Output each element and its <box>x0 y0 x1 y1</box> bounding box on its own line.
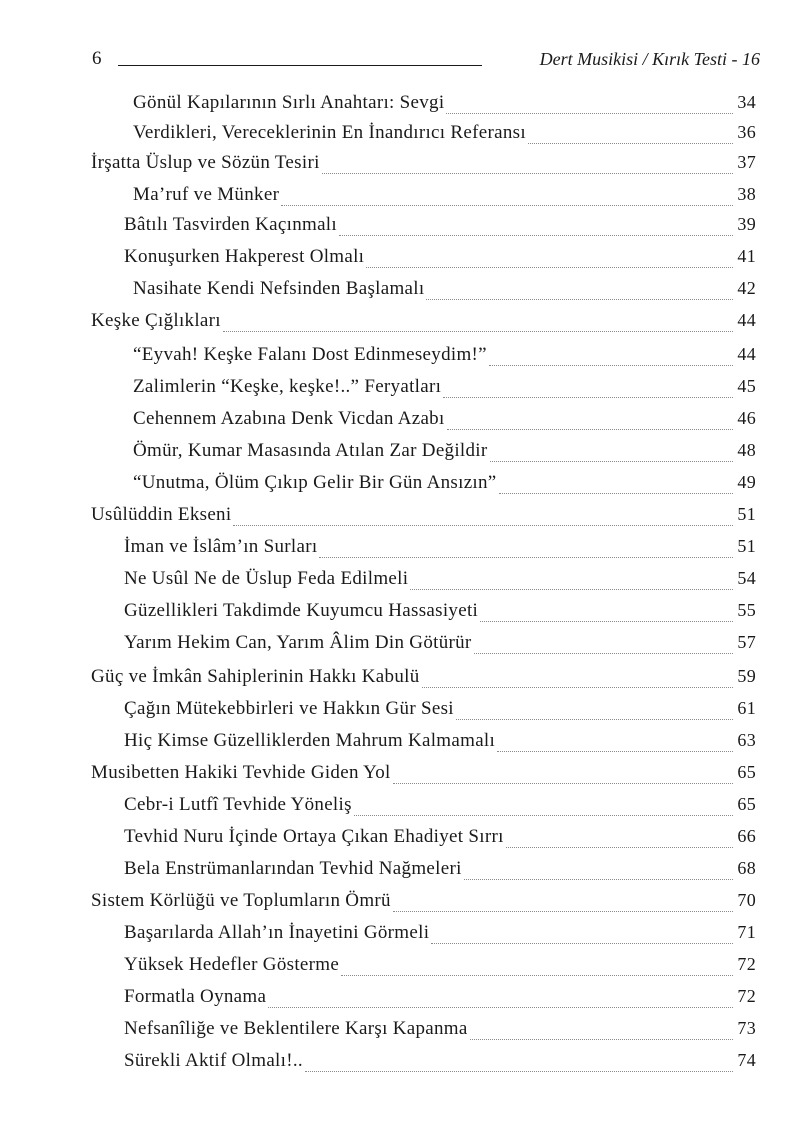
toc-entry <box>91 666 756 694</box>
toc-entry-page: 72 <box>737 954 756 974</box>
dot-leader <box>341 975 733 976</box>
toc-entry-page: 73 <box>737 1018 756 1038</box>
toc-entry-page: 45 <box>737 376 756 396</box>
toc-entry-title: “Unutma, Ölüm Çıkıp Gelir Bir Gün Ansızın” <box>133 472 497 493</box>
toc-entry-page: 39 <box>737 214 756 234</box>
dot-leader <box>393 911 733 912</box>
toc-entry <box>124 1018 756 1046</box>
running-title: Dert Musikisi / Kırık Testi - 16 <box>539 49 760 69</box>
toc-entry-page: 66 <box>737 826 756 846</box>
toc-entry-title: Ömür, Kumar Masasında Atılan Zar Değildir <box>133 440 488 461</box>
page-number: 6 <box>92 48 102 69</box>
dot-leader <box>426 299 733 300</box>
dot-leader <box>474 653 733 654</box>
toc-entry-page: 34 <box>737 92 756 112</box>
toc-entry-title: Nefsanîliğe ve Beklentilere Karşı Kapanma <box>124 1018 468 1039</box>
toc-entry-page: 71 <box>737 922 756 942</box>
toc-entry-title: Bela Enstrümanlarından Tevhid Nağmeleri <box>124 858 462 879</box>
dot-leader <box>393 783 733 784</box>
toc-entry-page: 41 <box>737 246 756 266</box>
toc-entry-page: 74 <box>737 1050 756 1070</box>
dot-leader <box>305 1071 733 1072</box>
toc-entry-title: Konuşurken Hakperest Olmalı <box>124 246 365 267</box>
toc-entry <box>124 794 756 822</box>
toc-entry-title: Musibetten Hakiki Tevhide Giden Yol <box>91 762 391 783</box>
toc-entry <box>124 1050 756 1078</box>
toc-entry-page: 65 <box>737 762 756 782</box>
toc-entry <box>133 440 756 468</box>
toc-entry-title: Yüksek Hedefler Gösterme <box>124 954 340 975</box>
toc-entry-title: Cebr-i Lutfî Tevhide Yöneliş <box>124 794 352 815</box>
toc-entry-title: Çağın Mütekebbirleri ve Hakkın Gür Sesi <box>124 698 454 719</box>
toc-entry-page: 55 <box>737 600 756 620</box>
dot-leader <box>497 751 733 752</box>
toc-entry <box>91 504 756 532</box>
toc-entry-title: Gönül Kapılarının Sırlı Anahtarı: Sevgi <box>133 92 445 113</box>
dot-leader <box>281 205 733 206</box>
toc-entry <box>133 278 756 306</box>
toc-entry <box>133 344 756 372</box>
toc-entry-page: 68 <box>737 858 756 878</box>
toc-entry <box>124 600 756 628</box>
dot-leader <box>506 847 733 848</box>
dot-leader <box>233 525 733 526</box>
toc-entry <box>91 762 756 790</box>
dot-leader <box>489 365 733 366</box>
toc-entry-title: Bâtılı Tasvirden Kaçınmalı <box>124 214 337 235</box>
toc-entry-title: İrşatta Üslup ve Sözün Tesiri <box>91 152 320 173</box>
dot-leader <box>319 557 733 558</box>
toc-entry-title: Yarım Hekim Can, Yarım Âlim Din Götürür <box>124 632 472 653</box>
toc-entry-title: Hiç Kimse Güzelliklerden Mahrum Kalmamalı <box>124 730 496 751</box>
toc-entry-page: 65 <box>737 794 756 814</box>
toc-entry <box>124 632 756 660</box>
toc-entry-page: 54 <box>737 568 756 588</box>
dot-leader <box>446 113 733 114</box>
toc-entry-title: Ne Usûl Ne de Üslup Feda Edilmeli <box>124 568 409 589</box>
dot-leader <box>366 267 733 268</box>
toc-entry-page: 63 <box>737 730 756 750</box>
toc-entry-page: 57 <box>737 632 756 652</box>
toc-entry-title: Başarılarda Allah’ın İnayetini Görmeli <box>124 922 430 943</box>
toc-entry <box>133 92 756 120</box>
dot-leader <box>268 1007 733 1008</box>
toc-entry-title: Güç ve İmkân Sahiplerinin Hakkı Kabulü <box>91 666 420 687</box>
dot-leader <box>410 589 733 590</box>
dot-leader <box>443 397 733 398</box>
toc-entry <box>124 536 756 564</box>
toc-entry-page: 48 <box>737 440 756 460</box>
toc-entry-page: 37 <box>737 152 756 172</box>
dot-leader <box>480 621 733 622</box>
toc-entry-title: “Eyvah! Keşke Falanı Dost Edinmeseydim!” <box>133 344 487 365</box>
toc-entry-page: 46 <box>737 408 756 428</box>
toc-entry-page: 51 <box>737 536 756 556</box>
toc-entry-title: Formatla Oynama <box>124 986 267 1007</box>
page-header <box>92 44 760 74</box>
toc-entry-page: 38 <box>737 184 756 204</box>
dot-leader <box>464 879 733 880</box>
toc-entry-page: 59 <box>737 666 756 686</box>
toc-entry <box>124 986 756 1014</box>
dot-leader <box>322 173 733 174</box>
toc-entry-title: Usûlüddin Ekseni <box>91 504 232 525</box>
toc-entry-page: 51 <box>737 504 756 524</box>
dot-leader <box>470 1039 733 1040</box>
toc-entry-page: 42 <box>737 278 756 298</box>
toc-entry-title: Tevhid Nuru İçinde Ortaya Çıkan Ehadiyet Sırrı <box>124 826 504 847</box>
dot-leader <box>339 235 733 236</box>
toc-entry-page: 49 <box>737 472 756 492</box>
toc-entry-title: Verdikleri, Vereceklerinin En İnandırıcı Referansı <box>133 122 526 143</box>
toc-entry-title: Keşke Çığlıkları <box>91 310 221 331</box>
toc-entry-page: 36 <box>737 122 756 142</box>
toc-entry-page: 44 <box>737 310 756 330</box>
toc-entry <box>124 246 756 274</box>
header-rule <box>118 65 482 66</box>
toc-entry-title: Ma’ruf ve Münker <box>133 184 280 205</box>
toc-entry-title: Zalimlerin “Keşke, keşke!..” Feryatları <box>133 376 442 397</box>
dot-leader <box>223 331 733 332</box>
dot-leader <box>431 943 733 944</box>
toc-entry <box>124 954 756 982</box>
toc-entry-title: Sistem Körlüğü ve Toplumların Ömrü <box>91 890 391 911</box>
toc-entry-page: 44 <box>737 344 756 364</box>
dot-leader <box>490 461 733 462</box>
toc-entry-page: 61 <box>737 698 756 718</box>
toc-entry <box>124 858 756 886</box>
toc-entry <box>91 890 756 918</box>
dot-leader <box>456 719 733 720</box>
toc-entry-title: Sürekli Aktif Olmalı!.. <box>124 1050 303 1071</box>
toc-entry <box>124 214 756 242</box>
toc-entry <box>124 730 756 758</box>
dot-leader <box>499 493 733 494</box>
toc-entry-title: Nasihate Kendi Nefsinden Başlamalı <box>133 278 425 299</box>
toc-entry <box>91 310 756 338</box>
toc-entry-title: Güzellikleri Takdimde Kuyumcu Hassasiyeti <box>124 600 479 621</box>
toc-entry <box>133 122 756 150</box>
dot-leader <box>354 815 733 816</box>
toc-entry <box>124 698 756 726</box>
toc-entry <box>133 376 756 404</box>
toc-entry <box>91 152 756 180</box>
toc-entry <box>124 826 756 854</box>
toc-entry <box>124 568 756 596</box>
toc-entry <box>133 184 756 212</box>
toc-entry <box>133 472 756 500</box>
toc-entry-page: 70 <box>737 890 756 910</box>
dot-leader <box>528 143 733 144</box>
toc-entry-title: İman ve İslâm’ın Surları <box>124 536 318 557</box>
toc-entry <box>133 408 756 436</box>
dot-leader <box>447 429 733 430</box>
toc-entry <box>124 922 756 950</box>
dot-leader <box>422 687 733 688</box>
toc-entry-title: Cehennem Azabına Denk Vicdan Azabı <box>133 408 445 429</box>
toc-entry-page: 72 <box>737 986 756 1006</box>
